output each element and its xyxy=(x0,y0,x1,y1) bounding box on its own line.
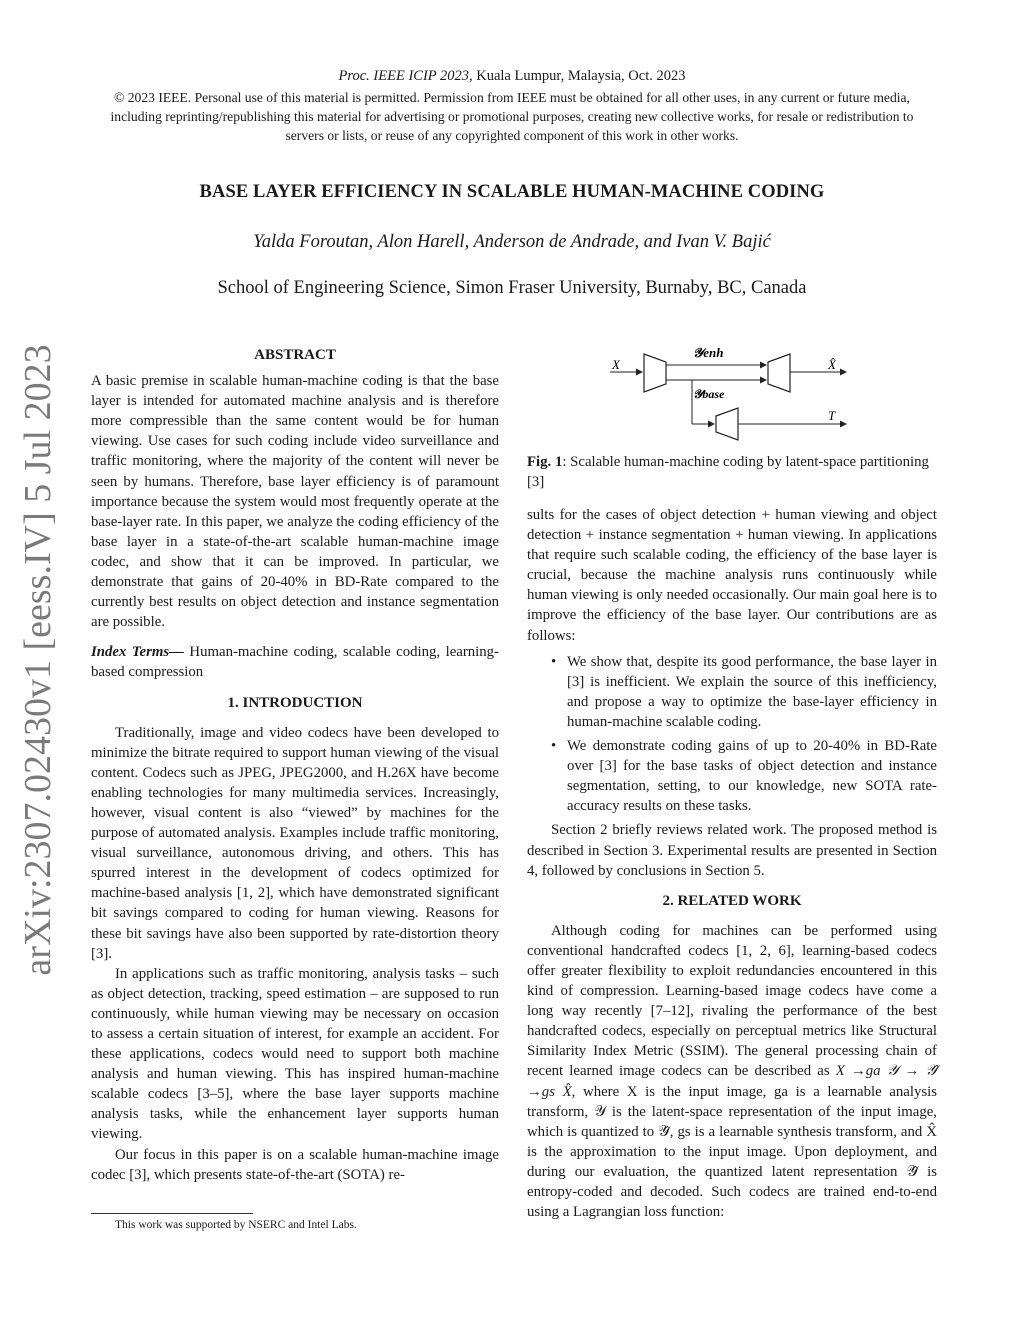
figure-1-caption xyxy=(527,452,937,492)
list-item xyxy=(527,652,937,732)
list-item xyxy=(527,736,937,816)
related-work-heading: 2. RELATED WORK xyxy=(662,892,802,909)
contribution-2: We demonstrate coding gains of up to 20-40% in BD-Rate over [3] for the base tasks of object detection and instance segmentation, setting, to our knowledge, new SOTA rate-accuracy results on these tasks. xyxy=(567,738,937,815)
abstract-heading: ABSTRACT xyxy=(254,347,336,363)
task-block xyxy=(716,408,738,440)
figure-label-y-enh: 𝒴enh xyxy=(693,345,724,360)
index-terms-label: Index Terms— xyxy=(91,644,184,661)
intro-paragraph-2: In applications such as traffic monitoring, analysis tasks – such as object detection, tracking, speed estimation – are supposed to run continuously, while human viewing may be necessary on occasion to assess a certain situation of interest, for example an accident. For these applications, codecs would need to support both machine analysis and human viewing. This has inspired human-machine scalable codecs [3–5], where the base layer supports machine analysis tasks, while the enhancement layer supports human viewing. xyxy=(91,965,499,1143)
encoder-block xyxy=(644,354,666,392)
figure-label-t: T xyxy=(828,408,836,423)
paper-title: BASE LAYER EFFICIENCY IN SCALABLE HUMAN-MACHINE CODING xyxy=(199,182,825,202)
right-column xyxy=(527,505,937,1222)
copyright-notice: © 2023 IEEE. Personal use of this material is permitted. Permission from IEEE must be obtained for all other uses, in any current or future media, including reprinting/republishing this material for advertising or promotional purposes, creating new collective works, for resale or redistribution to servers or lists, or reuse of any copyrighted component of this work in other works. xyxy=(110,90,914,143)
left-column xyxy=(91,345,499,1185)
related-text-b: , where xyxy=(571,1083,627,1100)
abstract-text: A basic premise in scalable human-machine coding is that the base layer is intended for automated machine analysis and is therefore more compressible than the same content would be for human viewing. Use cases for such coding include video surveillance and traffic monitoring, where the majority of the content will never be seen by humans. Therefore, base layer efficiency is of paramount importance because the system would most frequently operate at the base-layer rate. In this paper, we analyze the coding efficiency of the base layer in a state-of-the-art scalable human-machine image codec, and show that it can be improved. In particular, we demonstrate that gains of 20-40% in BD-Rate compared to the currently best results on object detection and instance segmentation are possible. xyxy=(91,373,499,631)
footnote-rule xyxy=(91,1213,253,1214)
related-text-c: X is the input image, ga is a learnable analysis transform, 𝒴 is the latent-space representation of the input image, which is quantized to 𝒴̂, gs is a learnable synthesis transform, and X̂ is the approximation to the input image. Upon deployment, and during our evaluation, the quantized latent representation 𝒴̂ is entropy-coded and decoded. Such codecs are trained end-to-end using a Lagrangian loss function: xyxy=(527,1083,937,1221)
venue-line xyxy=(0,68,1024,85)
figure-caption-text: : Scalable human-machine coding by latent-space partitioning [3] xyxy=(527,454,929,491)
decoder-block xyxy=(768,354,790,392)
venue-rest: , Kuala Lumpur, Malaysia, Oct. 2023 xyxy=(469,68,686,84)
figure-label-x: X xyxy=(612,357,620,372)
intro-heading: 1. INTRODUCTION xyxy=(227,694,363,711)
paper-authors: Yalda Foroutan, Alon Harell, Anderson de Andrade, and Ivan V. Bajić xyxy=(253,232,771,252)
footnote: This work was supported by NSERC and Intel Labs. xyxy=(115,1219,357,1231)
intro-paragraph-5: Section 2 briefly reviews related work. The proposed method is described in Section 3. Experimental results are presented in Section 4, followed by conclusions in Section 5. xyxy=(527,822,937,879)
index-terms-text: Human-machine coding, scalable coding, learning-based compression xyxy=(91,644,499,681)
figure-1-diagram xyxy=(600,338,860,446)
contributions-list xyxy=(527,652,937,817)
figure-label-y-base: 𝒴base xyxy=(693,387,725,401)
bullet-dot: • xyxy=(551,653,557,670)
index-terms xyxy=(91,642,499,682)
intro-paragraph-1: Traditionally, image and video codecs have been developed to minimize the bitrate required to support human viewing of the visual content. Codecs such as JPEG, JPEG2000, and H.26X have become enabling technologies for many multimedia services. Increasingly, however, visual content is also “viewed” by machines for the purpose of automated analysis. Examples include traffic monitoring, visual surveillance, autonomous driving, and others. This has spurred interest in the development of codecs optimized for machine-based analysis [1, 2], which have demonstrated significant bit savings compared to coding for human viewing. Reasons for these bit savings have also been supported by rate-distortion theory [3]. xyxy=(91,724,499,962)
related-work-paragraph-1 xyxy=(527,921,937,1222)
arxiv-id: arXiv:2307.02430v1 [eess.IV] 5 Jul 2023 xyxy=(17,344,59,976)
figure-caption-label: Fig. 1 xyxy=(527,454,563,470)
contribution-1: We show that, despite its good performance, the base layer in [3] is inefficient. We explain the source of this inefficiency, and propose a way to optimize the base-layer efficiency in human-machine scalable coding. xyxy=(567,653,937,730)
paper-affiliation: School of Engineering Science, Simon Fraser University, Burnaby, BC, Canada xyxy=(217,278,807,298)
intro-paragraph-4: sults for the cases of object detection + human viewing and object detection + instance segmentation + human viewing. In applications that require such scalable coding, the efficiency of the base layer is crucial, because the machine analysis runs continuously while human viewing is only needed occasionally. Our main goal here is to improve the efficiency of the base layer. Our contributions are as follows: xyxy=(527,507,937,644)
intro-paragraph-3: Our focus in this paper is on a scalable human-machine image codec [3], which presents state-of-the-art (SOTA) re- xyxy=(91,1146,499,1183)
venue-italic: Proc. IEEE ICIP 2023 xyxy=(338,68,469,84)
codec-chain-formula: X →ga 𝒴 → 𝒴̂ →gs X̂ xyxy=(527,1063,937,1100)
figure-label-x-hat: X̂ xyxy=(828,357,836,372)
bullet-dot: • xyxy=(551,738,557,755)
related-text-a: Although coding for machines can be performed using conventional handcrafted codecs [1, 2, 6], learning-based codecs offer greater flexibility to exploit redundancies encountered in this kind of compression. Learning-based image codecs have come a long way recently [7–12], rivaling the performance of the best handcrafted codecs, especially on perceptual metrics like Structural Similarity Index Metric (SSIM). The general processing chain of recent learned image codecs can be described as xyxy=(527,922,937,1080)
